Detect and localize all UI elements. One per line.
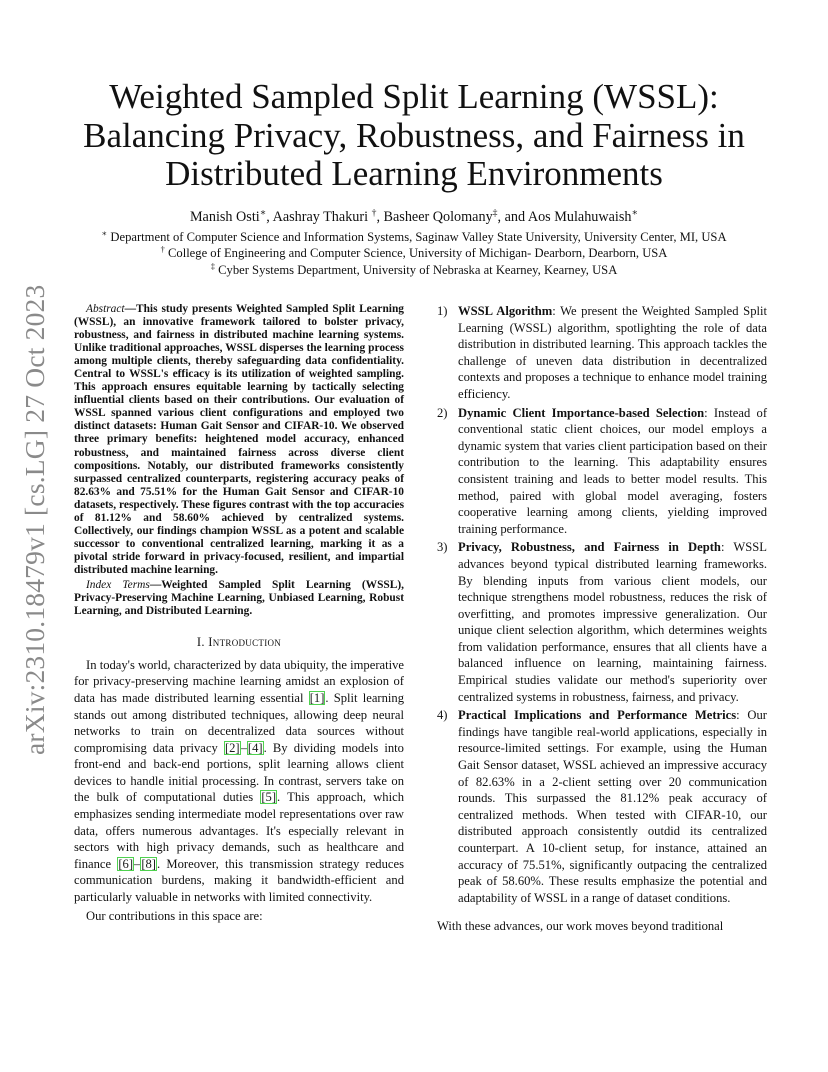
title-line: Distributed Learning Environments [165,154,663,193]
closing-line: With these advances, our work moves beyond traditional [437,919,724,934]
text-run: . By dividing models into front-end and back-end portions, split learning allows client devices to handle initial processing. In contrast, servers take on the bulk of computational duties [74,740,404,805]
contribution-body: : We present the Weighted Sampled Split Learning (WSSL) algorithm, spotlighting the role of data distribution in distributed learning. This approach tackles the challenge of uneven data distribution in decentralized contexts and proposes a technique to enhance model training efficiency. [458,304,767,401]
contribution-body: : Instead of conventional static client choices, our model employs a dynamic system that varies client participation based on their contribution to the learning. This adaptability ensures consistent training and leads to better model results. This method, paired with global model averaging, fosters cooperative learning among clients, yielding improved training performance. [458,405,768,536]
author-name: Aos Mulahuwaish [527,209,632,225]
affiliation-mark: † [160,243,165,254]
section-number: I. [196,635,209,650]
affiliation-mark: ‡ [492,207,498,219]
citation-link[interactable]: [5] [261,790,277,805]
list-number: 3) [437,540,448,555]
affiliation-line [40,260,788,278]
author-list [80,209,748,226]
contribution-heading: WSSL Algorithm [458,304,553,318]
left-column [74,303,404,924]
paper-title [80,78,748,194]
affiliation-mark: ∗ [631,207,639,219]
list-item [437,405,767,538]
citation-link[interactable]: [2] [224,740,240,755]
list-item [437,707,767,906]
section-heading [74,634,404,651]
author-name: Aashray Thakuri [272,209,372,225]
index-terms-label: Index Terms [86,578,150,591]
list-item [437,303,767,403]
contribution-body: : Our findings have tangible real-world applications, especially in resource-limited settings. For example, using the Human Gait Sensor dataset, WSSL achieved an impressive accuracy of 82.63% in a 2-client setting over 20 communication rounds. This surpassed the 81.12% peak accuracy of centralized methods. When tested with CIFAR-10, our distributed approach consistently outdid its centralized counterpart. A 10-client setup, for instance, attained an accuracy of 75.51%, significantly outpacing the centralized peak of 58.60%. These results emphasize the potential and adaptability of WSSL in a range of dataset conditions. [458,708,767,905]
contribution-heading: Privacy, Robustness, and Fairness in Depth [458,540,721,555]
author-separator: , and [497,209,528,225]
text-run: – [240,740,247,755]
contribution-heading: Dynamic Client Importance-based Selection [458,405,705,420]
citation-link[interactable]: [4] [247,740,263,755]
section-title: Introduction [208,635,282,650]
index-terms [74,579,404,618]
affiliation-text: Cyber Systems Department, University of Nebraska at Kearney, Kearney, USA [214,263,618,277]
text-run: In today's world, characterized by data ubiquity, the imperative for privacy-preserving machine learning amidst an explosion of data has made distributed learning essential [74,657,404,705]
affiliation-mark: ‡ [210,260,215,271]
citation-link[interactable]: [1] [309,690,325,705]
list-item [437,539,767,705]
affiliation-mark: ∗ [259,207,267,219]
citation-link[interactable]: [8] [141,856,156,871]
contribution-body: : WSSL advances beyond typical distributed learning frameworks. By blending inputs from various client models, our technique strengthens model robustness, reduces the risk of overfitting, and promotes impressive generalization. Our unique client selection algorithm, which determines weights from validation performance, ensures that all clients have a balanced influence on learning, maintaining fairness. Empirical studies validate our method's superiority over centralized systems in robustness, fairness, and privacy. [458,540,767,704]
contribution-heading: Practical Implications and Performance Metrics [458,708,737,723]
text-run: . Moreover, this transmission strategy reduces communication burdens, making it bandwidth-efficient and particularly valuable in networks with limited connectivity. [74,856,404,905]
affiliation-mark: ∗ [101,227,108,238]
affiliation-line [40,243,788,261]
title-line: Balancing Privacy, Robustness, and Fairness in [83,115,745,155]
affiliation-text: Department of Computer Science and Information Systems, Saginaw Valley State University, University Center, MI, USA [107,230,727,244]
abstract-body: —This study presents Weighted Sampled Split Learning (WSSL), an innovative framework tailored to bolster privacy, robustness, and fairness in distributed machine learning systems. Unlike traditional approaches, WSSL disperses the learning process among multiple clients, thereby safeguarding data confidentiality. Central to WSSL's efficacy is its utilization of weighted sampling. This approach ensures equitable learning by tactically selecting influential clients based on their contributions. Our evaluation of WSSL spanned various client configurations and employed two distinct datasets: Human Gait Sensor and CIFAR-10. We observed three primary benefits: heightened model accuracy, enhanced robustness, and maintained fairness across diverse client compositions. Notably, our distributed frameworks consistently surpassed centralized counterparts, registering accuracy peaks of 82.63% and 75.51% for the Human Gait Sensor and CIFAR-10 datasets, respectively. These figures contrast with the top accuracies of 81.12% and 58.60% achieved by centralized systems. Collectively, our findings champion WSSL as a potent and scalable successor to conventional centralized learning, marking it as a pivotal stride forward in privacy-focused, resilient, and impartial distributed machine learning. [74,303,404,576]
text-run: – [134,856,141,871]
list-number: 2) [437,405,448,420]
text-run: . Split learning stands out among distributed techniques, allowing deep neural networks to train on decentralized data sources without compromising data privacy [74,690,404,755]
arxiv-identifier-stamp: arXiv:2310.18479v1 [cs.LG] 27 Oct 2023 [19,284,50,755]
author-name: Manish Osti [189,209,260,225]
intro-paragraph: Our contributions in this space are: [86,908,263,923]
author-separator: , [376,209,384,225]
list-number: 4) [437,708,448,723]
author-separator: , [266,209,273,225]
author-name: Basheer Qolomany [383,209,493,225]
contributions-list [437,303,767,906]
text-run: . This approach, which emphasizes sending intermediate model representations over raw data, offers numerous advantages. It's especially relevant in sectors with high privacy demands, such as healthcare and finance [74,790,404,871]
index-terms-body: —Weighted Sampled Split Learning (WSSL), Privacy-Preserving Machine Learning, Unbiased Learning, Robust Learning, and Distributed Learning. [74,578,404,618]
citation-link[interactable]: [6] [118,856,134,871]
intro-paragraph [74,657,404,906]
affiliation-text: College of Engineering and Computer Science, University of Michigan- Dearborn, Dearborn, USA [164,246,668,260]
abstract [74,303,404,577]
title-line: Weighted Sampled Split Learning (WSSL): [109,77,719,116]
abstract-label: Abstract [86,303,125,315]
affiliation-line [40,227,788,245]
right-column [437,303,767,935]
affiliation-mark: † [371,207,377,219]
list-number: 1) [437,304,448,318]
